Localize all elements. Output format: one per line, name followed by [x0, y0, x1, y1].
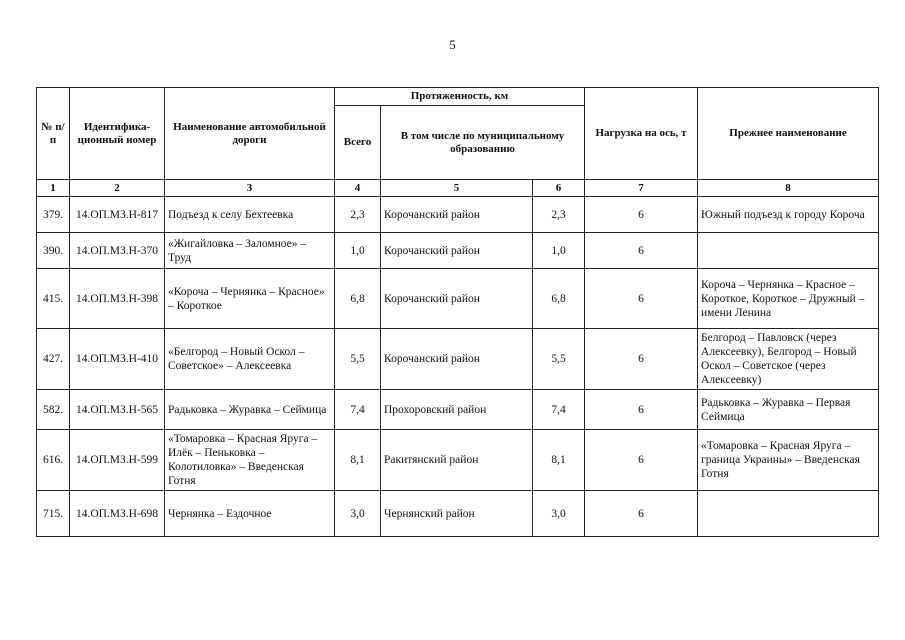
- column-index: 7: [585, 180, 698, 197]
- row-num: 415.: [37, 269, 70, 329]
- row-district-length: 6,8: [533, 269, 585, 329]
- row-district-length: 3,0: [533, 491, 585, 537]
- row-road-name: «Белгород – Новый Оскол – Советское» – Алексеевка: [165, 329, 335, 390]
- page-number: 5: [449, 37, 456, 52]
- row-road-name: Подъезд к селу Бехтеевка: [165, 197, 335, 233]
- row-total-length: 1,0: [335, 233, 381, 269]
- row-district: Корочанский район: [381, 269, 533, 329]
- header-num: № п/п: [37, 88, 70, 180]
- column-index: 5: [381, 180, 533, 197]
- row-axle-load: 6: [585, 390, 698, 430]
- row-district-length: 8,1: [533, 430, 585, 491]
- table-row: [37, 491, 879, 537]
- row-district-length: 7,4: [533, 390, 585, 430]
- header-length-group: Протяженность, км: [335, 88, 585, 106]
- column-index-row: [37, 180, 879, 197]
- row-num: 379.: [37, 197, 70, 233]
- column-index: 2: [70, 180, 165, 197]
- row-total-length: 7,4: [335, 390, 381, 430]
- table-row: [37, 233, 879, 269]
- column-index: 4: [335, 180, 381, 197]
- row-district: Корочанский район: [381, 197, 533, 233]
- row-axle-load: 6: [585, 233, 698, 269]
- header-load: Нагрузка на ось, т: [585, 88, 698, 180]
- table-row: [37, 430, 879, 491]
- row-total-length: 8,1: [335, 430, 381, 491]
- row-axle-load: 6: [585, 197, 698, 233]
- row-road-name: «Томаровка – Красная Яруга – Илёк – Пеньковка – Колотиловка» – Введенская Готня: [165, 430, 335, 491]
- column-index: 3: [165, 180, 335, 197]
- row-district-length: 2,3: [533, 197, 585, 233]
- row-id: 14.ОП.МЗ.Н-565: [70, 390, 165, 430]
- roads-table: [36, 87, 879, 537]
- row-road-name: Чернянка – Ездочное: [165, 491, 335, 537]
- row-former-name: [698, 491, 879, 537]
- row-district: Корочанский район: [381, 329, 533, 390]
- header-id: Идентифика-ционный номер: [70, 88, 165, 180]
- row-former-name: «Томаровка – Красная Яруга – граница Украины» – Введенская Готня: [698, 430, 879, 491]
- row-id: 14.ОП.МЗ.Н-370: [70, 233, 165, 269]
- row-num: 715.: [37, 491, 70, 537]
- row-axle-load: 6: [585, 329, 698, 390]
- column-index: 8: [698, 180, 879, 197]
- row-road-name: «Короча – Чернянка – Красное» – Короткое: [165, 269, 335, 329]
- table-row: [37, 269, 879, 329]
- row-num: 427.: [37, 329, 70, 390]
- header-former-name: Прежнее наименование: [698, 88, 879, 180]
- header-including: В том числе по муниципальному образованию: [381, 106, 585, 180]
- row-district: Чернянский район: [381, 491, 533, 537]
- row-total-length: 3,0: [335, 491, 381, 537]
- column-index: 6: [533, 180, 585, 197]
- row-former-name: Белгород – Павловск (через Алексеевку), Белгород – Новый Оскол – Советское (через Алексеевку): [698, 329, 879, 390]
- row-district-length: 1,0: [533, 233, 585, 269]
- row-road-name: Радьковка – Журавка – Сеймица: [165, 390, 335, 430]
- row-id: 14.ОП.МЗ.Н-398: [70, 269, 165, 329]
- row-total-length: 6,8: [335, 269, 381, 329]
- table-row: [37, 197, 879, 233]
- column-index: 1: [37, 180, 70, 197]
- row-former-name: [698, 233, 879, 269]
- row-total-length: 2,3: [335, 197, 381, 233]
- row-id: 14.ОП.МЗ.Н-599: [70, 430, 165, 491]
- row-road-name: «Жигайловка – Заломное» – Труд: [165, 233, 335, 269]
- row-axle-load: 6: [585, 269, 698, 329]
- table-row: [37, 390, 879, 430]
- row-id: 14.ОП.МЗ.Н-410: [70, 329, 165, 390]
- header-name: Наименование автомобильной дороги: [165, 88, 335, 180]
- row-axle-load: 6: [585, 430, 698, 491]
- row-former-name: Радьковка – Журавка – Первая Сеймица: [698, 390, 879, 430]
- row-num: 616.: [37, 430, 70, 491]
- row-former-name: Короча – Чернянка – Красное – Короткое, Короткое – Дружный – имени Ленина: [698, 269, 879, 329]
- row-total-length: 5,5: [335, 329, 381, 390]
- row-district-length: 5,5: [533, 329, 585, 390]
- row-id: 14.ОП.МЗ.Н-698: [70, 491, 165, 537]
- row-former-name: Южный подъезд к городу Короча: [698, 197, 879, 233]
- row-district: Корочанский район: [381, 233, 533, 269]
- row-num: 582.: [37, 390, 70, 430]
- row-axle-load: 6: [585, 491, 698, 537]
- row-id: 14.ОП.МЗ.Н-817: [70, 197, 165, 233]
- row-num: 390.: [37, 233, 70, 269]
- row-district: Ракитянский район: [381, 430, 533, 491]
- header-total: Всего: [335, 106, 381, 180]
- row-district: Прохоровский район: [381, 390, 533, 430]
- table-row: [37, 329, 879, 390]
